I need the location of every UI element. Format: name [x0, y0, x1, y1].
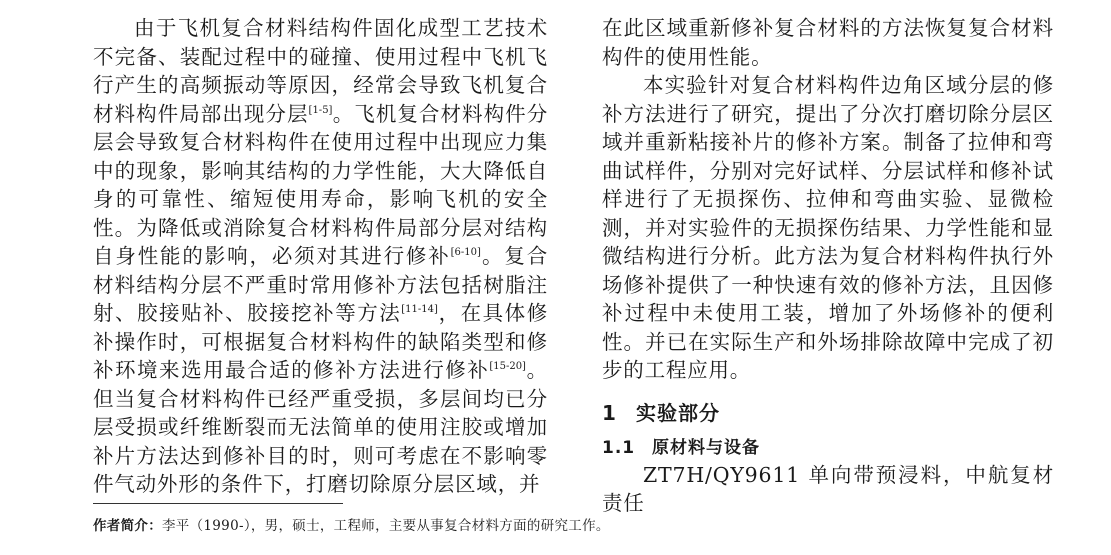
footnote-divider: [93, 503, 343, 504]
text-run: 。复合材料结构分层不严重时常用修补方法包括树脂注射、胶接贴补、胶接挖补等方法: [93, 244, 548, 325]
author-footnote: [93, 516, 610, 536]
paragraph-materials: ZT7H/QY9611 单向带预浸料，中航复材责任: [602, 462, 1054, 515]
text-run: 由于飞机复合材料结构件固化成型工艺技术不完备、装配过程中的碰撞、使用过程中飞机飞行产生的高频振动等原因，经常会导致飞机复合材料构件局部出现分层: [93, 16, 548, 126]
paragraph-continuation: 在此区域重新修补复合材料的方法恢复复合材料构件的使用性能。: [602, 16, 1054, 69]
text-run: ，在具体修补操作时，可根据复合材料构件的缺陷类型和修补环境来选用最合适的修补方法进行修补: [93, 301, 548, 382]
citation: [15-20]: [489, 361, 526, 372]
citation: [11-14]: [401, 304, 438, 315]
right-column: [602, 14, 1054, 518]
section-heading: [602, 399, 1054, 427]
paragraph-intro: [93, 14, 548, 499]
citation: [6-10]: [450, 247, 481, 258]
paragraph-method: 本实验针对复合材料构件边角区域分层的修补方法进行了研究，提出了分次打磨切除分层区域并重新粘接补片的修补方案。制备了拉伸和弯曲试样件，分别对完好试样、分层试样和修补试样进行了无损探伤、拉伸和弯曲实验、显微检测，并对实验件的无损探伤结果、力学性能和显微结构进行分析。此方法为复合材料构件执行外场修补提供了一种快速有效的修补方法，且因修补过程中未使用工装，增加了外场修补的便利性。并已在实际生产和外场排除故障中完成了初步的工程应用。: [602, 73, 1054, 382]
subsection-heading: [602, 435, 1054, 461]
citation: [1-5]: [308, 104, 333, 116]
left-column: [93, 14, 548, 499]
subsection-title: 原材料与设备: [652, 437, 760, 458]
footnote-label: 作者简介：: [93, 518, 162, 534]
text-run: 。但当复合材料构件已经严重受损，多层间均已分层受损或纤维断裂而无法简单的使用注胶或增加补片方法达到修补目的时，则可考虑在不影响零件气动外形的条件下，打磨切除原分层区域，并: [93, 358, 548, 496]
section-number: 1: [602, 400, 617, 425]
section-title: 实验部分: [636, 400, 720, 425]
subsection-number: 1.1: [602, 437, 636, 458]
text-run: 。飞机复合材料构件分层会导致复合材料构件在使用过程中出现应力集中的现象，影响其结构的力学性能，大大降低自身的可靠性、缩短使用寿命，影响飞机的安全性。为降低或消除复合材料构件局部分层对结构自身性能的影响，必须对其进行修补: [93, 101, 548, 268]
footnote-text: 李平（1990-），男，硕士，工程师，主要从事复合材料方面的研究工作。: [162, 518, 610, 534]
